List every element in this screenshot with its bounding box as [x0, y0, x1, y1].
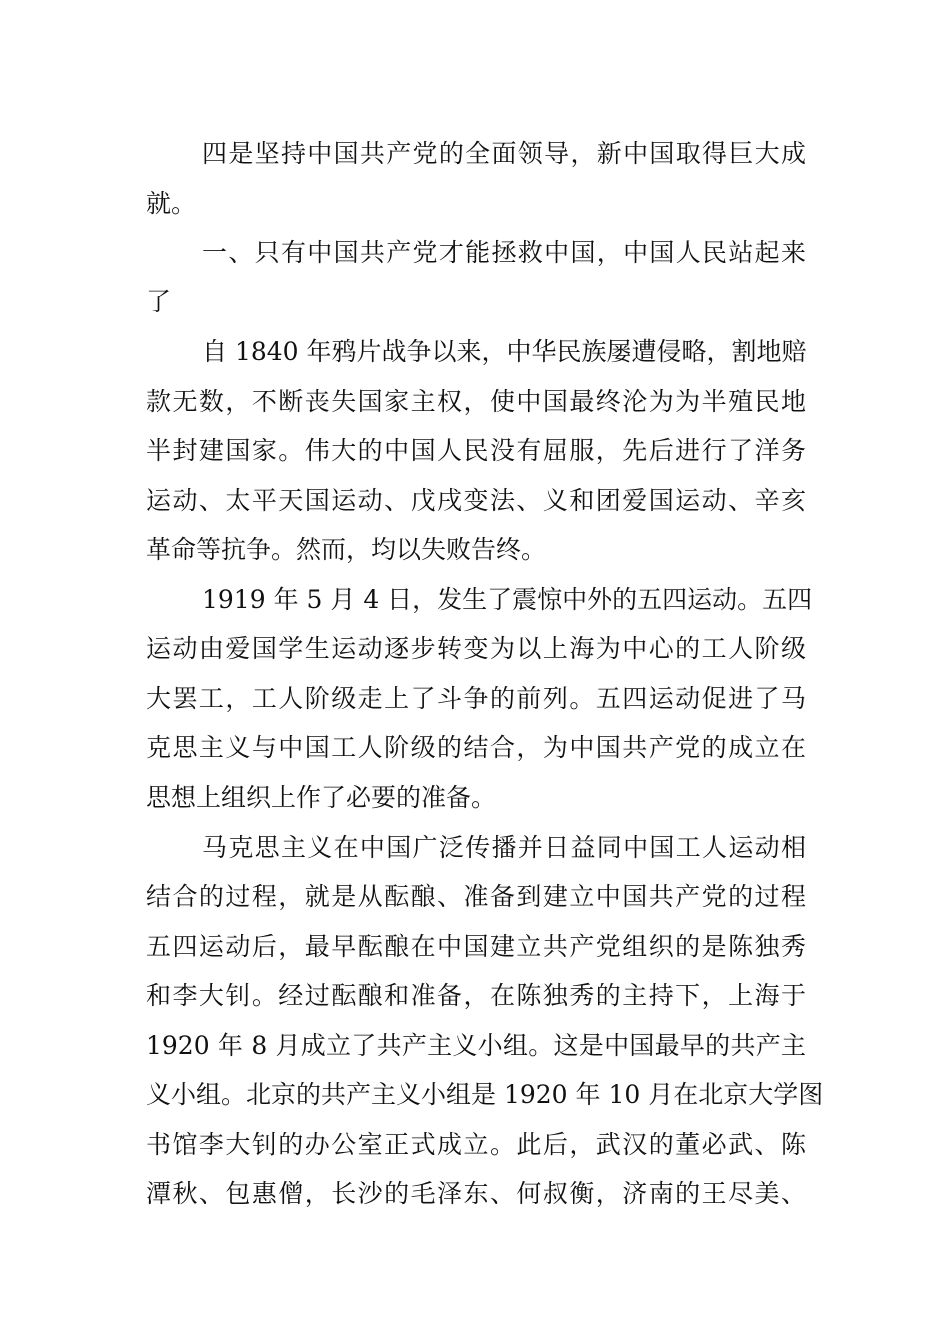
paragraph-line: 运动、太平天国运动、戊戌变法、义和团爱国运动、辛亥	[146, 486, 806, 515]
paragraph-line: 大罢工，工人阶级走上了斗争的前列。五四运动促进了马	[146, 684, 806, 713]
paragraph-line: 潭秋、包惠僧，长沙的毛泽东、何叔衡，济南的王尽美、	[146, 1179, 806, 1208]
paragraph-line: 革命等抗争。然而，均以失败告终。	[146, 535, 547, 564]
paragraph-line: 和李大钊。经过酝酿和准备，在陈独秀的主持下，上海于	[146, 981, 806, 1010]
paragraph-line: 自 1840 年鸦片战争以来，中华民族屡遭侵略，割地赔	[202, 337, 807, 366]
paragraph-line: 克思主义与中国工人阶级的结合，为中国共产党的成立在	[146, 733, 806, 762]
paragraph-line: 马克思主义在中国广泛传播并日益同中国工人运动相	[202, 833, 806, 862]
paragraph-line: 四是坚持中国共产党的全面领导，新中国取得巨大成	[202, 139, 806, 168]
paragraph-line: 1919 年 5 月 4 日，发生了震惊中外的五四运动。五四	[202, 585, 813, 614]
paragraph-line: 结合的过程，就是从酝酿、准备到建立中国共产党的过程	[146, 882, 806, 911]
paragraph-line: 半封建国家。伟大的中国人民没有屈服，先后进行了洋务	[146, 436, 806, 465]
paragraph-line: 思想上组织上作了必要的准备。	[146, 783, 497, 812]
paragraph-line: 书馆李大钊的办公室正式成立。此后，武汉的董必武、陈	[146, 1130, 806, 1159]
paragraph-line: 就。	[146, 189, 197, 218]
section-heading-line: 一、只有中国共产党才能拯救中国，中国人民站起来	[202, 238, 806, 267]
paragraph-line: 款无数，不断丧失国家主权，使中国最终沦为为半殖民地	[146, 387, 806, 416]
paragraph-line: 1920 年 8 月成立了共产主义小组。这是中国最早的共产主	[146, 1031, 806, 1060]
paragraph-line: 运动由爱国学生运动逐步转变为以上海为中心的工人阶级	[146, 634, 806, 663]
section-heading-line: 了	[146, 287, 172, 316]
paragraph-line: 义小组。北京的共产主义小组是 1920 年 10 月在北京大学图	[146, 1080, 824, 1109]
paragraph-line: 五四运动后，最早酝酿在中国建立共产党组织的是陈独秀	[146, 932, 806, 961]
